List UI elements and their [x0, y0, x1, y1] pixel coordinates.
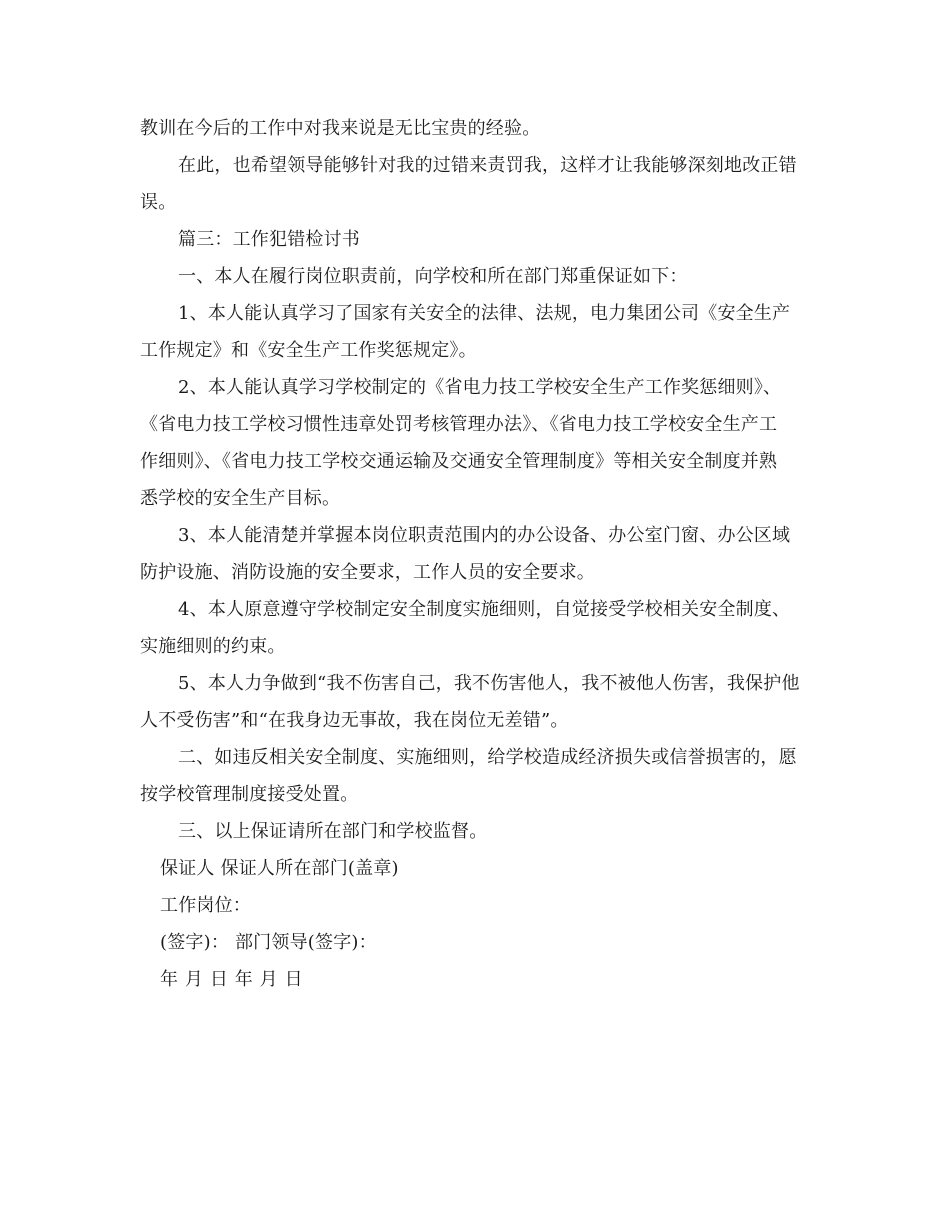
text-line-10: 作细则》、《省电力技工学校交通运输及交通安全管理制度》等相关安全制度并熟: [140, 451, 778, 472]
signature-line: (签字)： 部门领导(签字)：: [160, 932, 377, 953]
text-line-9: 《省电力技工学校习惯性违章处罚考核管理办法》、《省电力技工学校安全生产工: [140, 414, 778, 435]
section-heading: 篇三：工作犯错检讨书: [178, 229, 360, 250]
text-line-11: 悉学校的安全生产目标。: [140, 488, 341, 509]
text-line-5: 一、本人在履行岗位职责前，向学校和所在部门郑重保证如下：: [178, 266, 688, 287]
text-line-6: 1、本人能认真学习了国家有关安全的法律、法规，电力集团公司《安全生产: [178, 303, 791, 324]
date-line: 年 月 日 年 月 日: [160, 969, 304, 990]
text-line-13: 防护设施、消防设施的安全要求，工作人员的安全要求。: [140, 562, 595, 583]
text-line-17: 人不受伤害”和“在我身边无事故，我在岗位无差错”。: [140, 710, 569, 731]
text-line-18: 二、如违反相关安全制度、实施细则，给学校造成经济损失或信誉损害的，愿: [178, 747, 797, 768]
text-line-19: 按学校管理制度接受处置。: [140, 784, 359, 805]
text-line-2: 在此，也希望领导能够针对我的过错来责罚我，这样才让我能够深刻地改正错: [178, 155, 797, 176]
job-position-line: 工作岗位：: [160, 895, 251, 916]
text-line-8: 2、本人能认真学习学校制定的《省电力技工学校安全生产工作奖惩细则》、: [178, 377, 782, 398]
guarantor-line: 保证人 保证人所在部门(盖章): [160, 858, 399, 879]
text-line-16: 5、本人力争做到“我不伤害自己，我不伤害他人，我不被他人伤害，我保护他: [178, 673, 800, 694]
text-line-14: 4、本人原意遵守学校制定安全制度实施细则，自觉接受学校相关安全制度、: [178, 599, 791, 620]
text-line-15: 实施细则的约束。: [140, 636, 286, 657]
text-line-3: 误。: [140, 192, 177, 213]
text-line-12: 3、本人能清楚并掌握本岗位职责范围内的办公设备、办公室门窗、办公区域: [178, 525, 791, 546]
text-line-1: 教训在今后的工作中对我来说是无比宝贵的经验。: [140, 118, 541, 139]
text-line-7: 工作规定》和《安全生产工作奖惩规定》。: [140, 340, 477, 361]
text-line-20: 三、以上保证请所在部门和学校监督。: [178, 821, 488, 842]
